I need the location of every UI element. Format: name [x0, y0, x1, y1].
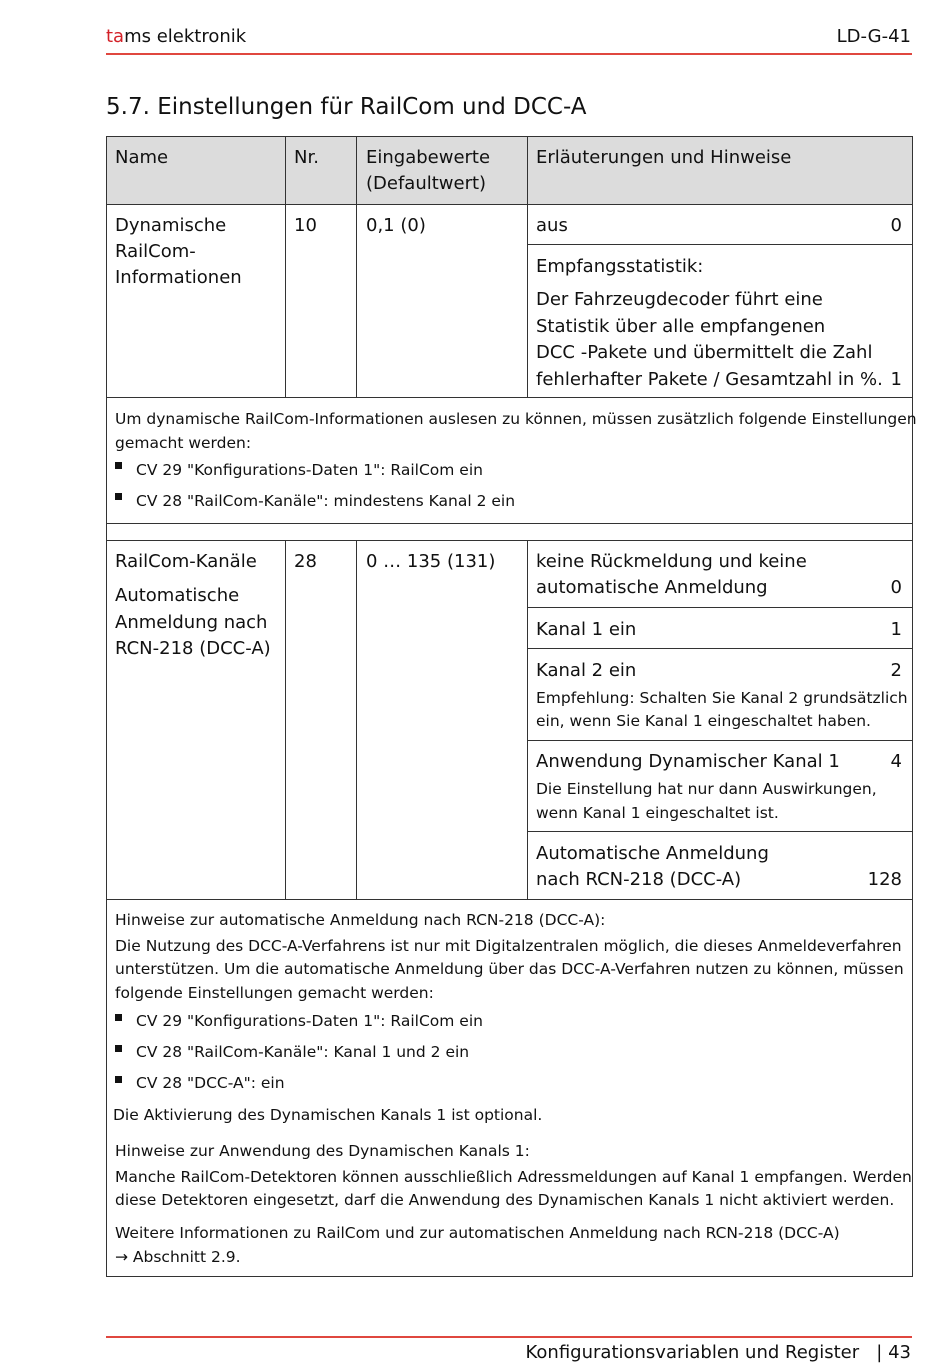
footer-rule [106, 1336, 912, 1338]
note2-more: Weitere Informationen zu RailCom und zur automatischen Anmeldung nach RCN-218 (DCC-A) [115, 1224, 840, 1242]
bullet-icon [115, 493, 122, 500]
row1-stat-text: fehlerhafter Pakete / Gesamtzahl in %. [536, 369, 883, 390]
row2-option-none: automatische Anmeldung [536, 577, 768, 598]
col-header-name: Name [115, 147, 169, 168]
row2-name-sub: Anmeldung nach [115, 612, 268, 633]
col-divider [527, 540, 528, 899]
page-number: | 43 [876, 1342, 911, 1363]
row2-input: 0 … 135 (131) [366, 551, 496, 572]
brand-text: ms elektronik [124, 26, 247, 47]
section-reference-link[interactable]: → Abschnitt 2.9. [115, 1248, 241, 1266]
row1-input: 0,1 (0) [366, 215, 426, 236]
note1-text: gemacht werden: [115, 434, 252, 452]
note2-dyn-text: diese Detektoren eingesetzt, darf die Anwendung des Dynamischen Kanals 1 nicht aktiviert werden. [115, 1191, 895, 1209]
col-header-nr: Nr. [294, 147, 319, 168]
row2-option-dyn-hint: wenn Kanal 1 eingeschaltet ist. [536, 804, 779, 822]
col-divider [285, 540, 286, 899]
divider [527, 740, 913, 741]
note1-bullet: CV 29 "Konfigurations-Daten 1": RailCom ein [136, 461, 483, 479]
col-divider [356, 540, 357, 899]
col-header-notes: Erläuterungen und Hinweise [536, 147, 792, 168]
row2-name-sub: RCN-218 (DCC-A) [115, 638, 271, 659]
row1-stat-text: Der Fahrzeugdecoder führt eine [536, 289, 823, 310]
divider [527, 648, 913, 649]
row1-stat-title: Empfangsstatistik: [536, 256, 704, 277]
row1-stat-value: 1 [890, 369, 902, 390]
row2-option-k2-value: 2 [890, 660, 902, 681]
row2-option-auto: Automatische Anmeldung [536, 843, 769, 864]
note2-text: Die Nutzung des DCC-A-Verfahrens ist nur mit Digitalzentralen möglich, die dieses Anmeldeverfahren [115, 937, 902, 955]
row2-option-dyn-hint: Die Einstellung hat nur dann Auswirkungen, [536, 780, 877, 798]
bullet-icon [115, 1014, 122, 1021]
row1-option-off: aus [536, 215, 568, 236]
note2-bullet: CV 28 "DCC-A": ein [136, 1074, 285, 1092]
brand-accent: ta [106, 26, 125, 47]
row2-option-auto-value: 128 [867, 869, 902, 890]
section-title: 5.7. Einstellungen für RailCom und DCC-A [106, 94, 587, 120]
row1-nr: 10 [294, 215, 317, 236]
note2-title: Hinweise zur automatische Anmeldung nach RCN-218 (DCC-A): [115, 911, 606, 929]
bullet-icon [115, 462, 122, 469]
note2-bullet: CV 28 "RailCom-Kanäle": Kanal 1 und 2 ein [136, 1043, 470, 1061]
note2-optional: Die Aktivierung des Dynamischen Kanals 1 ist optional. [113, 1106, 543, 1124]
note2-text: unterstützen. Um die automatische Anmeldung über das DCC-A-Verfahren nutzen zu können, müssen [115, 960, 904, 978]
bullet-icon [115, 1076, 122, 1083]
col-header-default: (Defaultwert) [366, 173, 487, 194]
note2-dyn-text: Manche RailCom-Detektoren können ausschließlich Adressmeldungen auf Kanal 1 empfangen. Werden [115, 1168, 912, 1186]
row2-option-none-value: 0 [890, 577, 902, 598]
row2-option-none: keine Rückmeldung und keine [536, 551, 807, 572]
row2-option-dyn-value: 4 [890, 751, 902, 772]
row2-option-k1: Kanal 1 ein [536, 619, 637, 640]
row2-name-sub: Automatische [115, 585, 240, 606]
row2-nr: 28 [294, 551, 317, 572]
document-code: LD-G-41 [836, 26, 911, 47]
row2-option-k2: Kanal 2 ein [536, 660, 637, 681]
col-divider [527, 136, 528, 397]
footer-chapter: Konfigurationsvariablen und Register [525, 1342, 860, 1363]
divider [106, 540, 913, 541]
row2-option-auto: nach RCN-218 (DCC-A) [536, 869, 742, 890]
header-rule [106, 53, 912, 55]
brand-logo [106, 26, 246, 47]
row1-stat-text: DCC -Pakete und übermittelt die Zahl [536, 342, 873, 363]
col-divider [356, 136, 357, 397]
row2-option-dyn: Anwendung Dynamischer Kanal 1 [536, 751, 840, 772]
note2-text: folgende Einstellungen gemacht werden: [115, 984, 434, 1002]
row2-option-k2-hint: Empfehlung: Schalten Sie Kanal 2 grundsätzlich [536, 689, 908, 707]
note1-bullet: CV 28 "RailCom-Kanäle": mindestens Kanal 2 ein [136, 492, 516, 510]
divider [106, 204, 913, 205]
divider [527, 244, 913, 245]
page-footer [526, 1342, 911, 1363]
divider [106, 523, 913, 524]
divider [106, 397, 913, 398]
note1-text: Um dynamische RailCom-Informationen auslesen zu können, müssen zusätzlich folgende Einstellungen [115, 410, 917, 428]
col-divider [285, 136, 286, 397]
divider [106, 899, 913, 900]
row1-name: Informationen [115, 267, 242, 288]
row2-name: RailCom-Kanäle [115, 551, 257, 572]
bullet-icon [115, 1045, 122, 1052]
col-header-input: Eingabewerte [366, 147, 491, 168]
row1-name: RailCom- [115, 241, 196, 262]
note2-bullet: CV 29 "Konfigurations-Daten 1": RailCom ein [136, 1012, 483, 1030]
row1-option-off-value: 0 [890, 215, 902, 236]
divider [527, 607, 913, 608]
row1-stat-text: Statistik über alle empfangenen [536, 316, 826, 337]
row2-option-k2-hint: ein, wenn Sie Kanal 1 eingeschaltet haben. [536, 712, 871, 730]
row1-name: Dynamische [115, 215, 227, 236]
note2-dyn-title: Hinweise zur Anwendung des Dynamischen Kanals 1: [115, 1142, 530, 1160]
row2-option-k1-value: 1 [890, 619, 902, 640]
divider [527, 831, 913, 832]
